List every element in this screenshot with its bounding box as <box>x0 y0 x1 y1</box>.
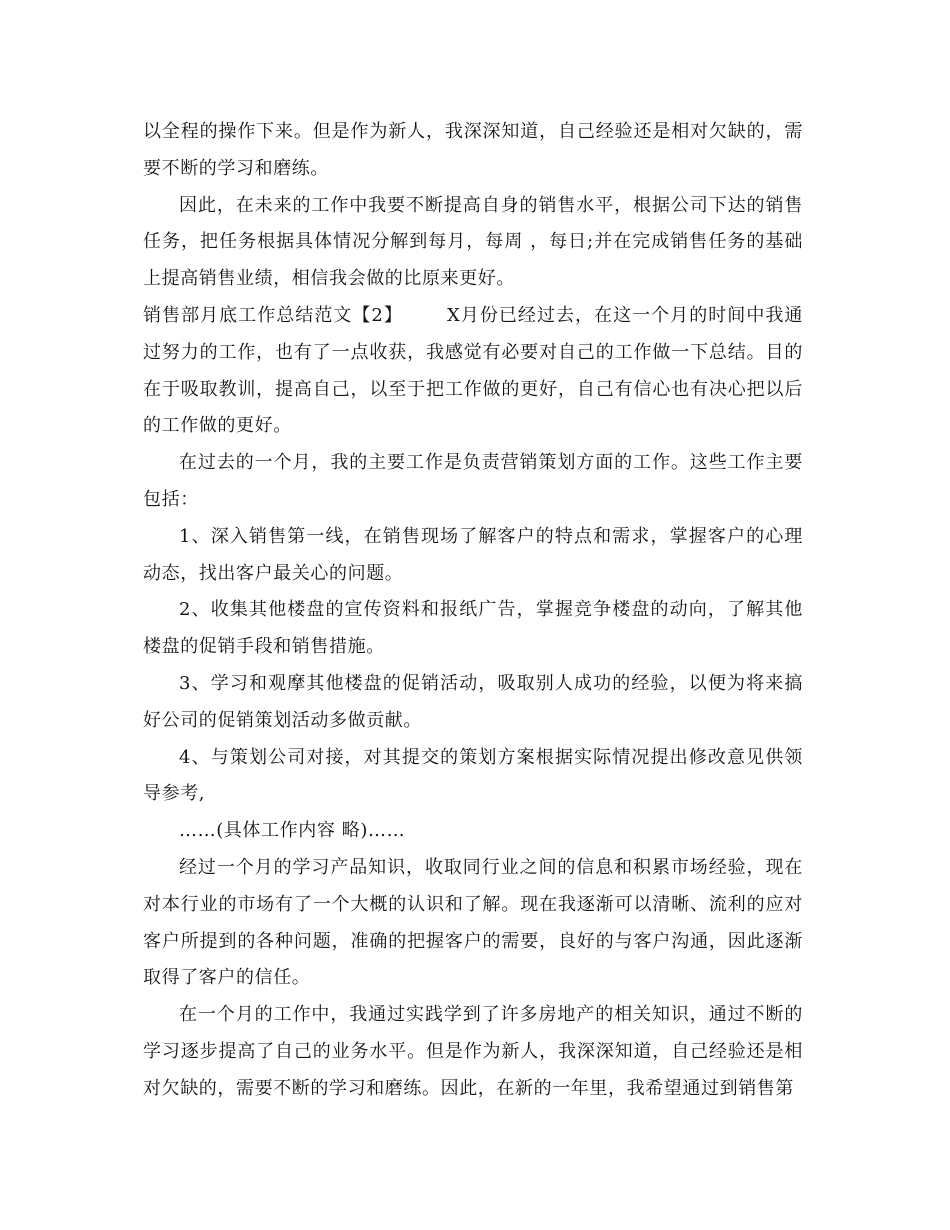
section-intro <box>143 298 803 445</box>
list-item-3: 3、学习和观摩其他楼盘的促销活动，吸取别人成功的经验，以便为将来搞好公司的促销策划活动多做贡献。 <box>143 672 803 731</box>
paragraph-main-work: 在过去的一个月，我的主要工作是负责营销策划方面的工作。这些工作主要包括： <box>143 452 803 510</box>
section-intro-body: X月份已经过去，在这一个月的时间中我通过努力的工作，也有了一点收获，我感觉有必要对自己的工作做一下总结。目的在于吸取教训，提高自己，以至于把工作做的更好，自己有信心也有决心把以后的工作做的更好。 <box>143 304 803 437</box>
list-item-2: 2、收集其他楼盘的宣传资料和报纸广告，掌握竞争楼盘的动向，了解其他楼盘的促销手段和销售措施。 <box>143 599 803 658</box>
list-item-1: 1、深入销售第一线，在销售现场了解客户的特点和需求，掌握客户的心理动态，找出客户最关心的问题。 <box>143 525 803 584</box>
document-page <box>143 114 803 1108</box>
omitted-content-note: ……(具体工作内容 略)…… <box>179 820 406 842</box>
list-item-4: 4、与策划公司对接，对其提交的策划方案根据实际情况提出修改意见供领导参考, <box>143 746 803 805</box>
section-title: 销售部月底工作总结范文【2】 <box>143 304 403 326</box>
paragraph-learning: 经过一个月的学习产品知识，收取同行业之间的信息和积累市场经验，现在对本行业的市场有了一个大概的认识和了解。现在我逐渐可以清晰、流利的应对客户所提到的各种问题，准确的把握客户的需要，良好的与客户沟通，因此逐渐取得了客户的信任。 <box>143 856 803 989</box>
paragraph-practice: 在一个月的工作中，我通过实践学到了许多房地产的相关知识，通过不断的学习逐步提高了自己的业务水平。但是作为新人，我深深知道，自己经验还是相对欠缺的，需要不断的学习和磨练。因此，在新的一年里，我希望通过到销售第 <box>143 1004 803 1099</box>
paragraph-continuation: 以全程的操作下来。但是作为新人，我深深知道，自己经验还是相对欠缺的，需要不断的学习和磨练。 <box>143 121 803 179</box>
paragraph-future-plan: 因此，在未来的工作中我要不断提高自身的销售水平，根据公司下达的销售任务，把任务根据具体情况分解到每月，每周 ，每日;并在完成销售任务的基础上提高销售业绩，相信我会做的比原来更好。 <box>143 194 803 290</box>
